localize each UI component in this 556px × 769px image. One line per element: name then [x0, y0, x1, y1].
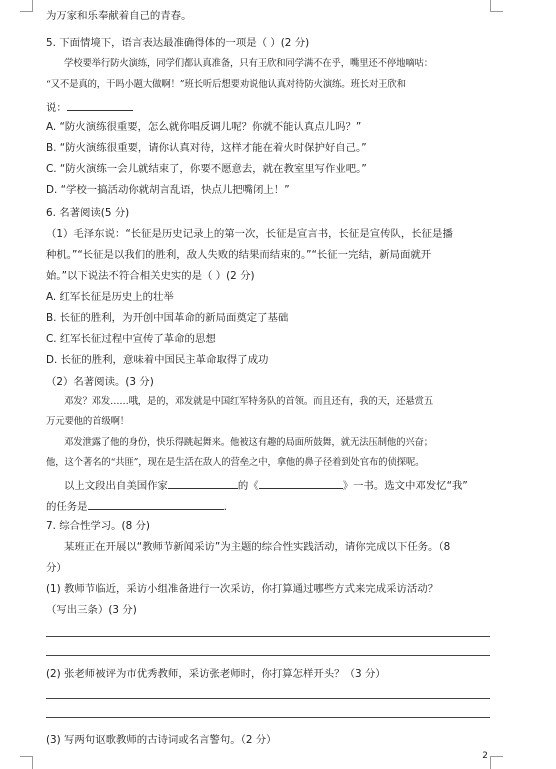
reading-passage: 邓发？邓发……哦，是的，邓发就是中国红军特务队的首领。而且还有，我的天，还悬赏五: [64, 396, 434, 407]
question-6-fill-line: [46, 498, 534, 514]
question-5-context: 学校要举行防火演练，同学们都认真准备，只有王欣和同学满不在乎，嘴里还不停地嘀咕：: [64, 58, 434, 69]
book-title-blank[interactable]: [259, 477, 343, 489]
question-7-heading: 7. 综合性学习。(8 分): [46, 520, 150, 532]
question-6-1-stem: （1）毛泽东说：“长征是历史记录上的第一次，长征是宣言书，长征是宣传队，长征是播: [46, 228, 453, 240]
question-6-2-heading: （2）名著阅读。(3 分): [46, 376, 154, 388]
question-5-heading: 5. 下面情境下，语言表达最准确得体的一项是（ ）(2 分): [46, 37, 310, 49]
answer-prompt: 说：: [46, 102, 67, 114]
option-d: D. 长征的胜利，意味着中国民主革命取得了成功: [46, 354, 269, 366]
text-line: 为万家和乐奉献着自己的青春。: [46, 10, 192, 22]
option-c: C. 红军长征过程中宣传了革命的思想: [46, 333, 216, 345]
question-7-3-stem: (3) 写两句讴歌教师的古诗词或名言警句。（2 分）: [46, 734, 277, 746]
option-b: B. 长征的胜利，为开创中国革命的新局面奠定了基础: [46, 312, 289, 324]
question-7-intro: 某班正在开展以“教师节新闻采访”为主题的综合性实践活动，请你完成以下任务。（8: [64, 541, 451, 553]
option-a: A. 红军长征是历史上的壮举: [46, 291, 174, 303]
page-number: 2: [482, 751, 488, 761]
question-6-heading: 6. 名著阅读(5 分): [46, 207, 130, 219]
answer-blank[interactable]: [67, 99, 133, 111]
question-6-1-stem: 始。”以下说法不符合相关史实的是（ ）(2 分): [46, 270, 255, 282]
option-b: B. “防火演练很重要，请你认真对待，这样才能在着火时保护好自己。”: [46, 142, 367, 154]
reading-passage: 邓发泄露了他的身份，快乐得跳起舞来。他被这有趣的局面所鼓舞，就无法压制他的兴奋；: [64, 437, 434, 448]
fill-text: 以上文段出自美国作家: [64, 480, 168, 492]
crop-mark-top-left: [20, 0, 33, 12]
author-blank[interactable]: [168, 477, 238, 489]
question-5-context: “又不是真的，干吗小题大做啊！”班长听后想要劝说他认真对待防火演练。班长对王欣和: [46, 79, 406, 90]
crop-mark-bottom-right: [490, 756, 503, 769]
fill-text: .: [223, 501, 227, 513]
answer-line[interactable]: [46, 636, 490, 637]
crop-mark-bottom-left: [20, 756, 33, 769]
task-blank[interactable]: [88, 498, 224, 510]
question-6-fill-line: [64, 477, 534, 493]
option-c: C. “防火演练一会儿就结束了，你要不愿意去，就在教室里写作业吧。”: [46, 163, 367, 175]
question-7-intro: 分）: [46, 562, 67, 574]
question-7-1-stem: (1) 教师节临近，采访小组准备进行一次采访，你打算通过哪些方式来完成采访活动？: [46, 583, 439, 595]
option-a: A. “防火演练很重要，怎么就你唱反调儿呢？你就不能认真点儿吗？”: [46, 121, 362, 133]
question-7-1-stem: （写出三条）(3 分): [46, 604, 137, 616]
question-7-2-stem: (2) 张老师被评为市优秀教师，采访张老师时，你打算怎样开头？（3 分）: [46, 668, 386, 680]
answer-line[interactable]: [46, 698, 490, 699]
reading-passage: 他，这个著名的“共匪”，现在是生活在敌人的营垒之中，拿他的鼻子径着到处官布的侦探呢。: [46, 457, 425, 468]
option-d: D. “学校一搞活动你就胡言乱语，快点儿把嘴闭上！”: [46, 184, 290, 196]
question-6-1-stem: 种机。”“长征是以我们的胜利，敌人失败的结果而结束的。”“长征一完结，新局面就开: [46, 249, 432, 261]
fill-text: 》一书。选文中邓发忆“我”: [342, 480, 468, 492]
answer-line[interactable]: [46, 717, 490, 718]
answer-line[interactable]: [46, 655, 490, 656]
fill-text: 的《: [237, 480, 259, 492]
question-5-answer-line: [46, 99, 534, 115]
fill-text: 的任务是: [46, 501, 88, 513]
reading-passage: 万元要他的首级啊！: [46, 416, 130, 427]
